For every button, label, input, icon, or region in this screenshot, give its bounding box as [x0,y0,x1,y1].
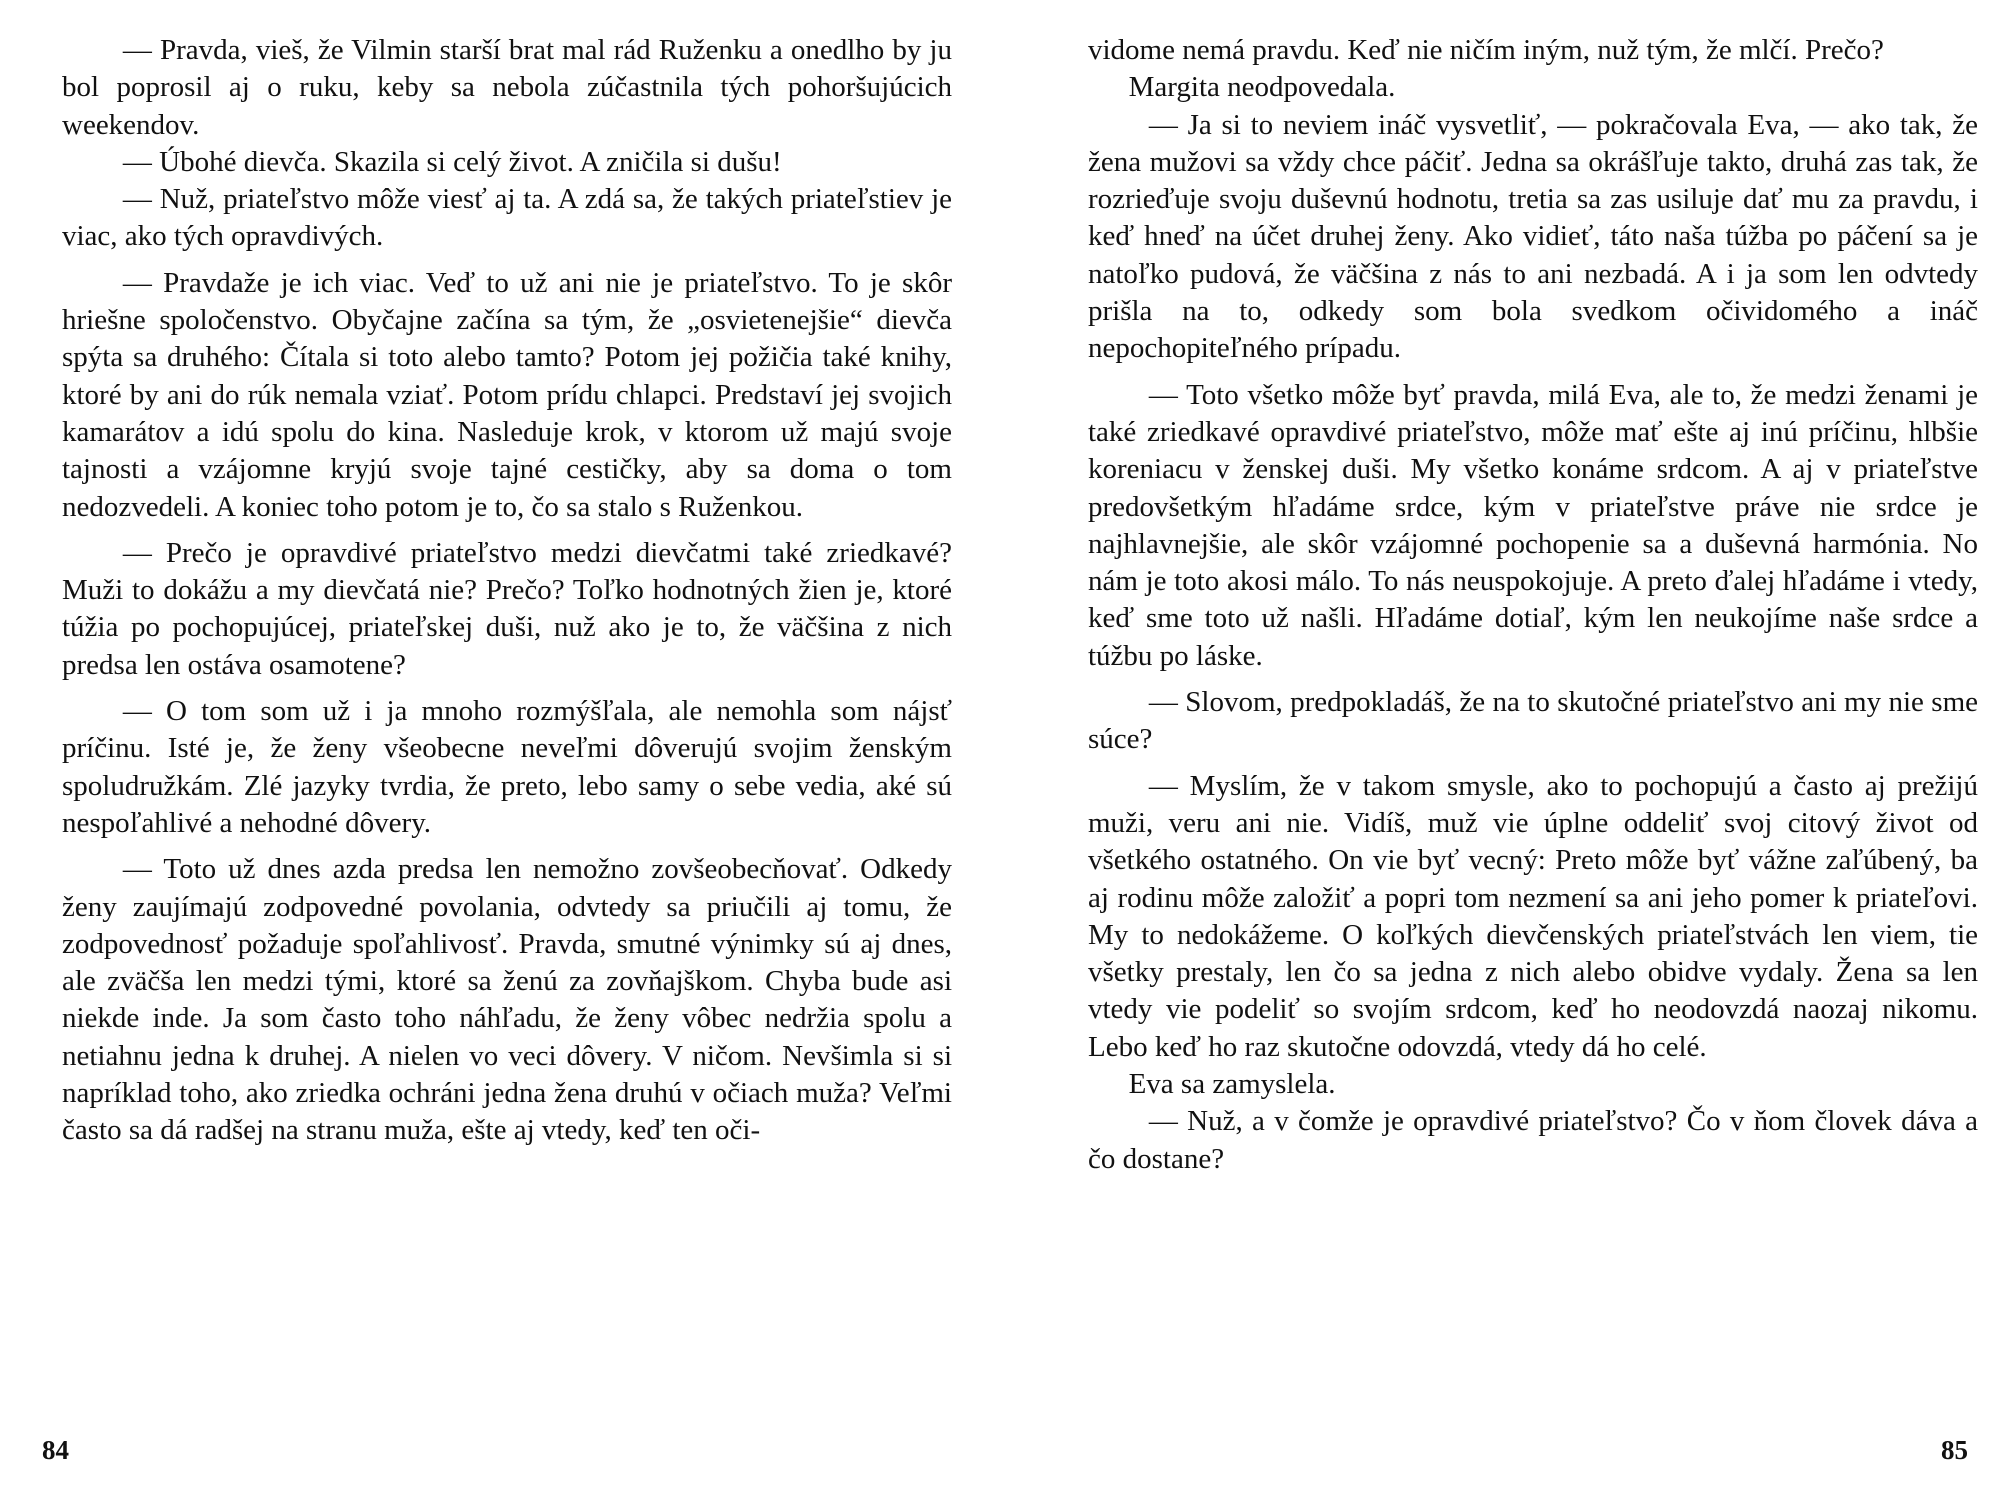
page-number: 85 [1941,1435,1968,1465]
paragraph: — Pravdaže je ich viac. Veď to už ani nie je priateľstvo. To je skôr hriešne spoločenstvo. Obyčajne začína sa tým, že „osvietenejšie“ dievča spýta sa druhého: Čítala si toto alebo tamto? Potom jej požičia také knihy, ktoré by ani do rúk nemala vziať. Potom prídu chlapci. Predstaví jej svojich kamarátov a idú spolu do kina. Nasleduje krok, v ktorom už majú svoje tajnosti a vzájomne kryjú svoje tajné cestičky, aby sa doma o tom nedozvedeli. A koniec toho potom je to, čo sa stalo s Ruženkou. [62,266,952,523]
paragraph: — Pravda, vieš, že Vilmin starší brat mal rád Ruženku a onedlho by ju bol poprosil aj o ruku, keby sa nebola zúčastnila tých pohoršujúcich weekendov. [62,34,952,141]
paragraph: — Úbohé dievča. Skazila si celý život. A zničila si dušu! [122,145,782,178]
paragraph: — Myslím, že v takom smysle, ako to pochopujú a často aj prežijú muži, veru ani nie. Vidíš, muž vie úplne oddeliť svoj citový život od všetkého ostatného. On vie byť vecný: Preto môže byť vážne zaľúbený, ba aj rodinu môže založiť a popri tom nezmení sa ani jeho pomer k priateľovi. My to nedokážeme. O koľkých dievčenských priateľstvách len viem, tie všetky prestaly, len čo sa jedna z nich alebo obidve vydaly. Žena sa len vtedy vie podeliť so svojím srdcom, keď ho neodovzdá naozaj nikomu. Lebo keď ho raz skutočne odovzdá, vtedy dá ho celé. [1088,769,1978,1063]
right-page-text [1088,32,1978,1178]
page-number: 84 [42,1435,69,1465]
paragraph: — Toto všetko môže byť pravda, milá Eva, ale to, že medzi ženami je také zriedkavé opravdivé priateľstvo, môže mať ešte aj inú príčinu, hlbšie koreniacu v ženskej duši. My všetko konáme srdcom. A aj v priateľstve predovšetkým hľadáme srdce, kým v priateľstve práve nie srdce je najhlavnejšie, ale skôr vzájomné pochopenie sa a duševná harmónia. No nám je toto akosi málo. To nás neuspokojuje. A preto ďalej hľadáme i vtedy, keď sme toto už našli. Hľadáme dotiaľ, kým len neukojíme naše srdce a túžbu po láske. [1088,378,1978,672]
paragraph: — Slovom, predpokladáš, že na to skutočné priateľstvo ani my nie sme súce? [1088,686,1978,756]
left-page-text [62,32,952,1150]
paragraph: Margita neodpovedala. [1128,71,1396,104]
paragraph: — Nuž, a v čomže je opravdivé priateľstvo? Čo v ňom človek dáva a čo dostane? [1088,1105,1978,1175]
paragraph: — O tom som už i ja mnoho rozmýšľala, ale nemohla som nájsť príčinu. Isté je, že ženy všeobecne neveľmi dôverujú svojim ženským spoludružkám. Zlé jazyky tvrdia, že preto, lebo samy o sebe vedia, aké sú nespoľahlivé a nehodné dôvery. [62,695,952,839]
right-page [1006,0,2012,1500]
paragraph: — Toto už dnes azda predsa len nemožno zovšeobecňovať. Odkedy ženy zaujímajú zodpovedné povolania, odvtedy sa priučili aj tomu, že zodpovednosť požaduje spoľahlivosť. Pravda, smutné výnimky sú aj dnes, ale zväčša len medzi tými, ktoré sa ženú za zovňajškom. Chyba bude asi niekde inde. Ja som často toho náhľadu, že ženy vôbec nedržia spolu a netiahnu jedna k druhej. A nielen vo veci dôvery. V ničom. Nevšimla si si napríklad toho, ako zriedka ochráni jedna žena druhú v očiach muža? Veľmi často sa dá radšej na stranu muža, ešte aj vtedy, keď ten oči- [62,853,952,1147]
paragraph: — Prečo je opravdivé priateľstvo medzi dievčatmi také zriedkavé? Muži to dokážu a my dievčatá nie? Prečo? Toľko hodnotných žien je, ktoré túžia po pochopujúcej, priateľskej duši, nuž ako je to, že väčšina z nich predsa len ostáva osamotene? [62,536,952,681]
paragraph: vidome nemá pravdu. Keď nie ničím iným, nuž tým, že mlčí. Prečo? [1088,34,1884,66]
paragraph: — Ja si to neviem ináč vysvetliť, — pokračovala Eva, — ako tak, že žena mužovi sa vždy chce páčiť. Jedna sa okrášľuje takto, druhá zas tak, že rozrieďuje svoju duševnú hodnotu, tretia sa zas usiluje dať mu za pravdu, i keď hneď na účet druhej ženy. Ako vidieť, táto naša túžba po páčení sa je natoľko pudová, že väčšina z nás to ani nezbadá. A i ja som len odvtedy prišla na to, odkedy som bola svedkom očividomého a ináč nepochopiteľného prípadu. [1088,108,1978,365]
paragraph: — Nuž, priateľstvo môže viesť aj ta. A zdá sa, že takých priateľstiev je viac, ako tých opravdivých. [62,183,952,253]
paragraph: Eva sa zamyslela. [1128,1068,1336,1101]
